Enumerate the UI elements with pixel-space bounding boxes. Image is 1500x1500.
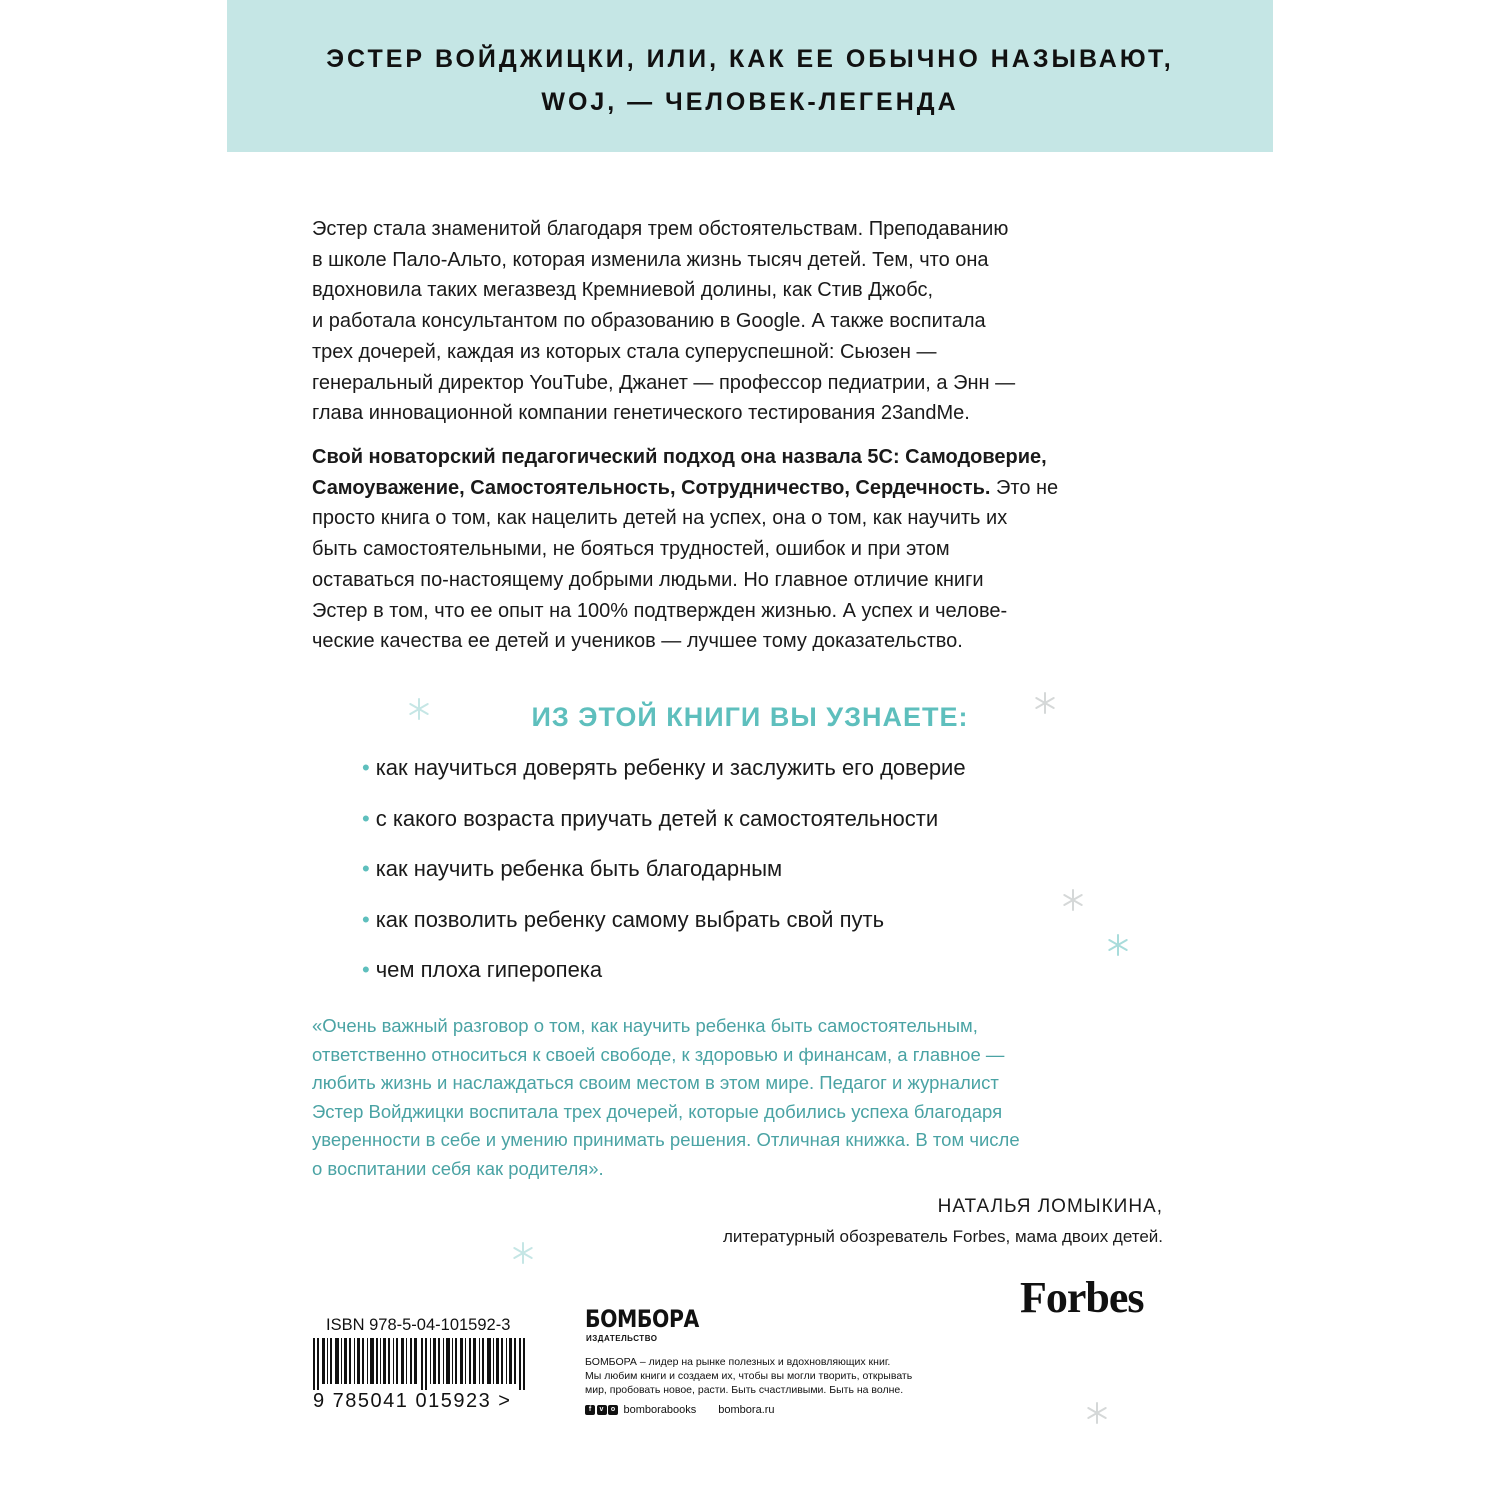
- list-item: [362, 952, 966, 1003]
- intro-line: генеральный директор YouTube, Джанет — профессор педиатрии, а Энн —: [312, 371, 1016, 394]
- intro-line: в школе Пало-Альто, которая изменила жизнь тысяч детей. Тем, что она: [312, 248, 989, 271]
- snowflake-icon: [1033, 691, 1057, 715]
- facebook-icon[interactable]: f: [585, 1405, 595, 1415]
- instagram-icon[interactable]: o: [608, 1405, 618, 1415]
- list-item-text: как научиться доверять ребенку и заслужить его доверие: [375, 755, 966, 780]
- approach-line: [312, 473, 1172, 504]
- publisher-description-line: мир, пробовать новое, расти. Быть счастливыми. Быть на волне.: [585, 1384, 904, 1396]
- snowflake-icon: [407, 697, 431, 721]
- approach-bold-text: Самоуважение, Самостоятельность, Сотрудничество, Сердечность.: [312, 476, 991, 499]
- intro-line: вдохновила таких мегазвезд Кремниевой долины, как Стив Джобс,: [312, 279, 934, 302]
- publisher-description-line: БОМБОРА – лидер на рынке полезных и вдохновляющих книг.: [585, 1356, 891, 1368]
- forbes-logo: Forbes: [1020, 1273, 1144, 1322]
- quote-line: Эстер Войджицки воспитала трех дочерей, которые добились успеха благодаря: [312, 1100, 1003, 1122]
- intro-line: трех дочерей, каждая из которых стала суперуспешной: Сьюзен —: [312, 340, 937, 363]
- approach-line: Эстер в том, что ее опыт на 100% подтвержден жизнью. А успех и челове-: [312, 599, 1008, 622]
- list-item: [362, 902, 966, 953]
- learn-list: [362, 750, 966, 1003]
- social-row: [585, 1404, 775, 1416]
- publisher-description: [585, 1355, 1005, 1397]
- banner-title: [227, 38, 1273, 124]
- list-item: [362, 750, 966, 801]
- isbn-label: ISBN 978-5-04-101592-3: [326, 1316, 511, 1334]
- website-link[interactable]: bombora.ru: [718, 1404, 775, 1416]
- bullet-icon: •: [362, 856, 370, 881]
- list-item-text: чем плоха гиперопека: [375, 957, 603, 982]
- list-item-text: как научить ребенка быть благодарным: [375, 856, 783, 881]
- quote-line: уверенности в себе и умению принимать решения. Отличная книжка. В том числе: [312, 1129, 1020, 1150]
- banner-title-line-2: WOJ, — ЧЕЛОВЕК-ЛЕГЕНДА: [541, 88, 959, 116]
- approach-line: оставаться по-настоящему добрыми людьми. Но главное отличие книги: [312, 568, 984, 591]
- intro-paragraph: [312, 214, 1172, 429]
- list-item-text: с какого возраста приучать детей к самостоятельности: [375, 805, 939, 831]
- vk-icon[interactable]: v: [597, 1405, 607, 1415]
- snowflake-icon: [1106, 933, 1130, 957]
- title-banner: [227, 0, 1273, 152]
- quote-line: любить жизнь и наслаждаться своим местом в этом мире. Педагог и журналист: [312, 1072, 999, 1093]
- intro-line: глава инновационной компании генетического тестирования 23andMe.: [312, 402, 970, 425]
- quote-line: о воспитании себя как родителя».: [312, 1157, 604, 1179]
- intro-line: Эстер стала знаменитой благодаря трем обстоятельствам. Преподаванию: [312, 218, 1009, 240]
- banner-title-line-1: ЭСТЕР ВОЙДЖИЦКИ, ИЛИ, КАК ЕЕ ОБЫЧНО НАЗЫВАЮТ,: [326, 45, 1174, 73]
- list-item-text: как позволить ребенку самому выбрать свой путь: [375, 906, 885, 932]
- quote-author-role: литературный обозреватель Forbes, мама двоих детей.: [722, 1227, 1163, 1246]
- approach-paragraph: [312, 442, 1172, 657]
- snowflake-icon: [1061, 888, 1085, 912]
- approach-line: ческие качества ее детей и учеников — лучшее тому доказательство.: [312, 630, 963, 653]
- snowflake-icon: [1085, 1401, 1109, 1425]
- intro-line: и работала консультантом по образованию в Google. А также воспитала: [312, 310, 986, 333]
- publisher-description-line: Мы любим книги и создаем их, чтобы вы могли творить, открывать: [585, 1370, 913, 1382]
- barcode-icon: [313, 1338, 535, 1390]
- bullet-icon: •: [362, 755, 370, 780]
- quote-author-name: НАТАЛЬЯ ЛОМЫКИНА,: [937, 1196, 1163, 1217]
- barcode-digits: 9 785041 015923 >: [313, 1390, 512, 1412]
- snowflake-icon: [511, 1241, 535, 1265]
- approach-line: [312, 442, 1172, 473]
- bullet-icon: •: [362, 906, 370, 932]
- bullet-icon: •: [362, 805, 370, 831]
- quote-line: ответственно относиться к своей свободе, к здоровью и финансам, а главное —: [312, 1043, 1005, 1065]
- bullet-icon: •: [362, 957, 370, 982]
- approach-bold-text: Свой новаторский педагогический подход она назвала 5С: Самодоверие,: [312, 446, 1047, 468]
- list-item: [362, 801, 966, 852]
- social-handle[interactable]: bomborabooks: [623, 1404, 697, 1416]
- quote-line: «Очень важный разговор о том, как научить ребенка быть самостоятельным,: [312, 1015, 978, 1036]
- review-quote: [312, 1012, 1192, 1183]
- approach-line: быть самостоятельными, не бояться трудностей, ошибок и при этом: [312, 538, 950, 561]
- list-item: [362, 851, 966, 902]
- approach-line: просто книга о том, как нацелить детей на успех, она о том, как научить их: [312, 507, 1008, 530]
- learn-heading: ИЗ ЭТОЙ КНИГИ ВЫ УЗНАЕТЕ:: [531, 702, 969, 732]
- publisher-subtitle: ИЗДАТЕЛЬСТВО: [586, 1334, 658, 1343]
- publisher-logo: БОМБОРА: [585, 1305, 699, 1333]
- approach-text: Это не: [990, 476, 1059, 499]
